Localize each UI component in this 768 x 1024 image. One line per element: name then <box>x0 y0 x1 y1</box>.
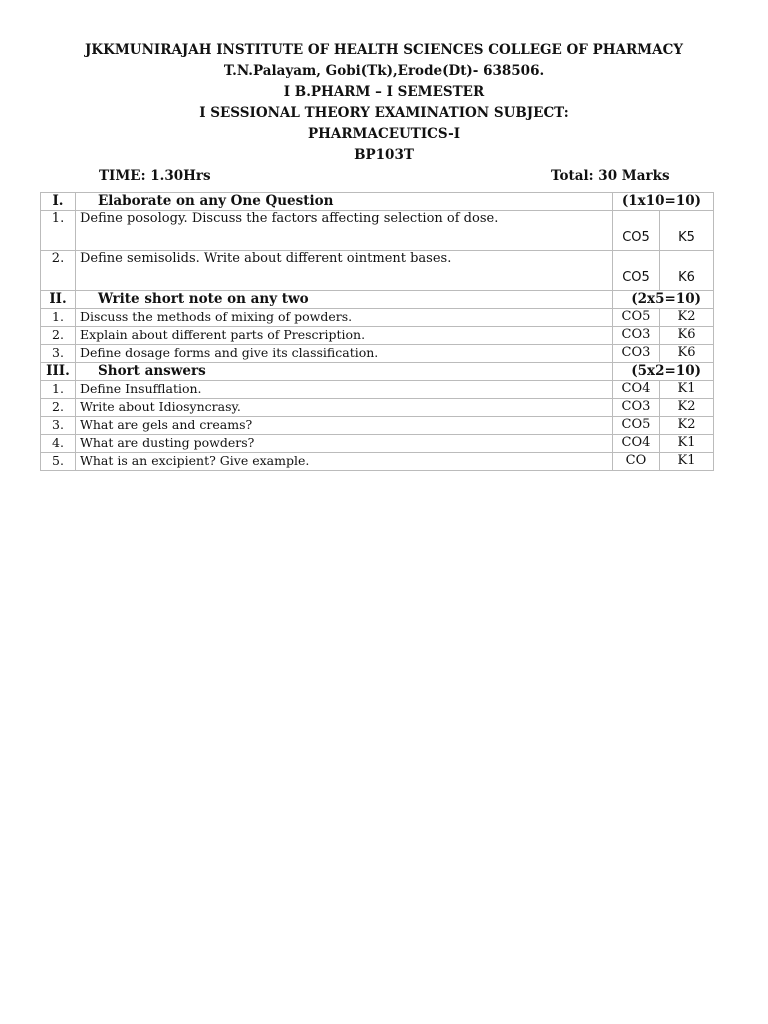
exam-header <box>0 40 768 166</box>
exam-name: I SESSIONAL THEORY EXAMINATION SUBJECT: <box>199 105 569 121</box>
question-number: 1. <box>41 381 76 399</box>
exam-time: TIME: 1.30Hrs <box>99 168 211 184</box>
section-marks: (1x10=10) <box>612 193 713 211</box>
course-outcome: CO5 <box>612 251 659 291</box>
course-outcome: CO5 <box>612 309 659 327</box>
course-outcome: CO <box>612 453 659 471</box>
course-outcome: CO5 <box>612 211 659 251</box>
question-text: What is an excipient? Give example. <box>76 453 613 471</box>
table-row <box>41 417 714 435</box>
table-row <box>41 381 714 399</box>
question-number: 2. <box>41 327 76 345</box>
subject-code: BP103T <box>354 147 414 163</box>
section-number: I. <box>41 193 76 211</box>
course-outcome: CO5 <box>612 417 659 435</box>
course-name: I B.PHARM – I SEMESTER <box>283 84 485 100</box>
question-text: Define semisolids. Write about different ointment bases. <box>76 251 613 291</box>
question-text: What are gels and creams? <box>76 417 613 435</box>
table-row <box>41 251 714 291</box>
institute-name: JKKMUNIRAJAH INSTITUTE OF HEALTH SCIENCES COLLEGE OF PHARMACY <box>85 42 683 58</box>
question-number: 3. <box>41 345 76 363</box>
question-text: Define posology. Discuss the factors affecting selection of dose. <box>76 211 613 251</box>
section-title: Write short note on any two <box>76 291 613 309</box>
course-outcome: CO3 <box>612 345 659 363</box>
question-number: 1. <box>41 309 76 327</box>
section-marks: (2x5=10) <box>612 291 713 309</box>
question-text: What are dusting powders? <box>76 435 613 453</box>
knowledge-level: K1 <box>659 381 713 399</box>
question-text: Explain about different parts of Prescription. <box>76 327 613 345</box>
question-number: 1. <box>41 211 76 251</box>
section-header <box>41 363 714 381</box>
course-outcome: CO4 <box>612 381 659 399</box>
section-title: Short answers <box>76 363 613 381</box>
question-number: 5. <box>41 453 76 471</box>
table-row <box>41 309 714 327</box>
table-row <box>41 345 714 363</box>
table-row <box>41 453 714 471</box>
course-outcome: CO3 <box>612 399 659 417</box>
knowledge-level: K5 <box>659 211 713 251</box>
section-marks: (5x2=10) <box>612 363 713 381</box>
knowledge-level: K2 <box>659 399 713 417</box>
knowledge-level: K6 <box>659 327 713 345</box>
question-text: Write about Idiosyncrasy. <box>76 399 613 417</box>
table-row <box>41 211 714 251</box>
course-outcome: CO4 <box>612 435 659 453</box>
exam-total-marks: Total: 30 Marks <box>551 168 670 184</box>
question-number: 2. <box>41 399 76 417</box>
knowledge-level: K2 <box>659 309 713 327</box>
section-header <box>41 291 714 309</box>
question-number: 4. <box>41 435 76 453</box>
section-number: II. <box>41 291 76 309</box>
question-text: Define dosage forms and give its classification. <box>76 345 613 363</box>
course-outcome: CO3 <box>612 327 659 345</box>
table-row <box>41 435 714 453</box>
question-number: 3. <box>41 417 76 435</box>
question-number: 2. <box>41 251 76 291</box>
institute-address: T.N.Palayam, Gobi(Tk),Erode(Dt)- 638506. <box>223 63 545 79</box>
knowledge-level: K6 <box>659 345 713 363</box>
knowledge-level: K2 <box>659 417 713 435</box>
question-text: Define Insufflation. <box>76 381 613 399</box>
knowledge-level: K1 <box>659 435 713 453</box>
question-text: Discuss the methods of mixing of powders. <box>76 309 613 327</box>
section-number: III. <box>41 363 76 381</box>
section-title: Elaborate on any One Question <box>76 193 613 211</box>
knowledge-level: K6 <box>659 251 713 291</box>
knowledge-level: K1 <box>659 453 713 471</box>
table-row <box>41 327 714 345</box>
subject-name: PHARMACEUTICS-I <box>307 126 461 142</box>
question-table <box>40 192 714 471</box>
section-header <box>41 193 714 211</box>
table-row <box>41 399 714 417</box>
